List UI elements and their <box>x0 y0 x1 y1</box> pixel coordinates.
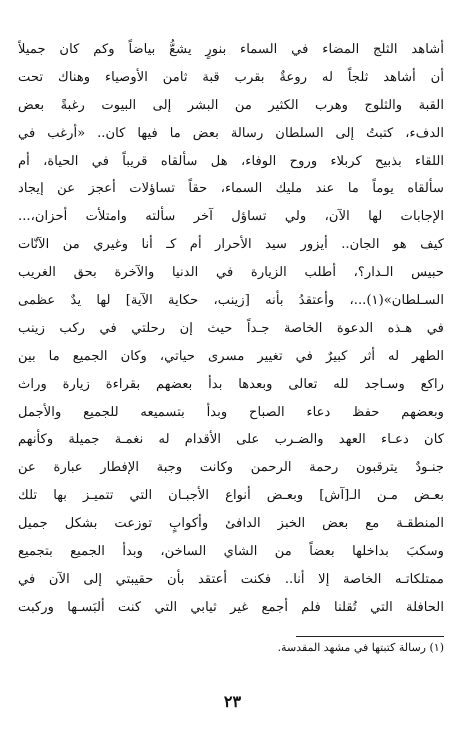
text-line: أن أشاهد ثلجاً له روعةٌ بقرب قبة ثامن الأوصياء وهناك تحت <box>18 69 444 85</box>
text-line: ممتلكاتـه الخاصة إلا أنا.. فكنت أعتقد بأن حقيبتي إلى الآن في <box>18 571 444 587</box>
text-line: الإجابات لها الآن، ولي تساؤل آخر سألته وامتلأت أحزان،... <box>18 209 444 225</box>
text-line: راكع وسـاجد لله تعالى وبعدها بدأ بعضهم بقراءة زيارة وراث <box>18 376 444 392</box>
text-line: الطهر له أثر كبيرٌ في تغيير مسرى حياتي، وكان الجميع ما بين <box>18 348 444 364</box>
text-line: القبة والثلوج وهرب الكثير من البشر إلى البيوت رغبةً بعض <box>18 97 444 113</box>
page-number: ٢٣ <box>223 692 242 711</box>
text-line: الحافلة التي تُقلنا فلم أجمع غير ثيابي التي كنت ألبَسـها وركبت <box>18 599 444 615</box>
text-line: وسكبَ بداخلها بعضاً من الشاي الساخن، وبدأ الجميع بتجميع <box>18 544 444 560</box>
text-line: بعـض مـن الـ[آش] وبعـض أنواع الأجبـان التي تتميـز بها تلك <box>18 488 444 504</box>
footnote-divider <box>296 636 444 637</box>
text-line: سألقاه يوماً ما عند مليك السماء، حقاً تساؤلات أعجز عن إيجاد <box>18 181 444 197</box>
text-line: جنـودٌ يترقبون رحمة الرحمن وكانت وجبة الإفطار عبارة عن <box>18 460 444 476</box>
text-line: حبيس الـدار؟، أطلب الزيارة في الدنيا والآخرة بحق الغريب <box>18 265 444 281</box>
footnote: (١) رسالة كتبتها في مشهد المقدسة. <box>277 641 444 654</box>
text-line: المنطقـة مع بعض الخبز الدافئ وأكوابٍ توزعت بشكل جميل <box>18 516 444 532</box>
text-line: السـلطان»(١)...، وأعتقدُ بأنه [زينب، حكاية الآية] لها يدٌ عظمى <box>18 293 444 309</box>
text-line: وبعضهم حفظ دعاء الصباح وبدأ بتسميعه للجميع والأجمل <box>18 404 444 420</box>
text-line: في هـذه الدعوة الخاصة جـداً حيث إن رحلتي في ركب زينب <box>18 320 444 336</box>
text-line: الدفء، كتبتُ إلى السلطان رسالة بعض ما فيها كان.. «أرغب في <box>18 125 444 141</box>
text-line: أشاهد الثلج المضاء في السماء بنورٍ يشعُّ بياضاً وكم كان جميلاً <box>18 42 444 57</box>
text-line: اللقاء بذبيح كربلاء وروح الوفاء، هل سألقاه قريباً في الحياة، أم <box>18 153 444 169</box>
body-text <box>18 36 444 622</box>
text-line: كان دعـاء العهد والضـرب على الأقدام له نغمـة جميلة وكأنهم <box>18 432 444 448</box>
text-line: كيف هو الجان.. أيزور سيد الأحرار أم كـ أنا وغيري من الآنّات <box>18 237 444 253</box>
